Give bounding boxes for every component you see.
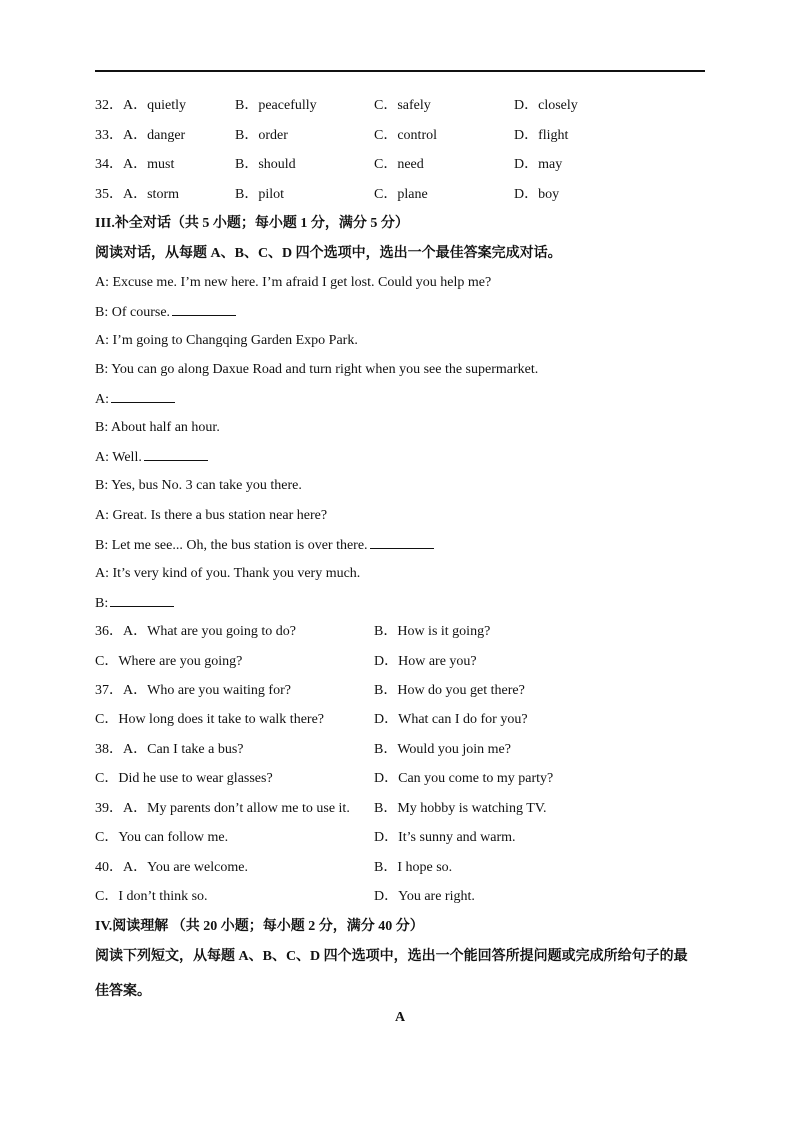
option-c: C．safely [374, 98, 431, 113]
option-c: C．control [374, 128, 437, 143]
dialogue-text: B: Of course. [95, 305, 171, 320]
option-a: A．must [123, 157, 175, 172]
dialogue-text: B: Let me see... Oh, the bus station is over there. [95, 538, 368, 553]
option-a: A．storm [123, 187, 179, 202]
dialogue-line [95, 389, 715, 409]
question-row [95, 96, 715, 116]
option-right: D．Can you come to my party? [374, 771, 554, 786]
option-row [95, 799, 715, 819]
option-row [95, 828, 715, 848]
question-row [95, 155, 715, 175]
dialogue-text: B: [95, 596, 109, 611]
option-row [95, 622, 715, 642]
option-b: B．order [235, 128, 288, 143]
dialogue-text: A: It’s very kind of you. Thank you very much. [95, 566, 361, 581]
option-b: B．pilot [235, 187, 285, 202]
dialogue-line [95, 360, 715, 380]
option-d: D．may [514, 157, 563, 172]
section-heading: IV.阅读理解 （共 20 小题；每小题 2 分，满分 40 分） [95, 919, 424, 934]
passage-label: A [394, 1010, 406, 1025]
top-rule [95, 70, 705, 72]
option-left: C．You can follow me. [95, 830, 229, 845]
dialogue-line [95, 593, 715, 613]
answer-blank [172, 302, 236, 316]
question-number: 35． [95, 187, 123, 202]
dialogue-text: A: Excuse me. I’m new here. I’m afraid I get lost. Could you help me? [95, 275, 492, 290]
option-left: 40．A．You are welcome. [95, 860, 248, 875]
option-right: B．How do you get there? [374, 683, 525, 698]
option-row [95, 710, 715, 730]
question-row [95, 185, 715, 205]
option-row [95, 769, 715, 789]
option-b: B．peacefully [235, 98, 317, 113]
option-left: C．How long does it take to walk there? [95, 712, 325, 727]
option-right: B．I hope so. [374, 860, 453, 875]
option-d: D．closely [514, 98, 578, 113]
answer-blank [144, 447, 208, 461]
option-d: D．boy [514, 187, 560, 202]
option-right: B．My hobby is watching TV. [374, 801, 547, 816]
question-number: 33． [95, 128, 123, 143]
dialogue-line [95, 302, 715, 322]
option-right: D．How are you? [374, 654, 477, 669]
option-right: D．You are right. [374, 889, 475, 904]
dialogue-text: A: Well. [95, 450, 142, 465]
option-row [95, 652, 715, 672]
dialogue-line [95, 535, 715, 555]
answer-blank [111, 389, 175, 403]
dialogue-line [95, 564, 715, 584]
question-number: 32． [95, 98, 123, 113]
dialogue-line [95, 447, 715, 467]
dialogue-text: A: Great. Is there a bus station near here? [95, 508, 328, 523]
dialogue-line [95, 273, 715, 293]
option-left: 38．A．Can I take a bus? [95, 742, 244, 757]
option-b: B．should [235, 157, 296, 172]
option-left: C．Did he use to wear glasses? [95, 771, 273, 786]
option-a: A．danger [123, 128, 186, 143]
dialogue-text: A: I’m going to Changqing Garden Expo Park. [95, 333, 358, 348]
question-number: 34． [95, 157, 123, 172]
option-d: D．flight [514, 128, 569, 143]
option-right: B．How is it going? [374, 624, 491, 639]
option-c: C．plane [374, 187, 428, 202]
option-left: 36．A．What are you going to do? [95, 624, 297, 639]
dialogue-text: B: You can go along Daxue Road and turn right when you see the supermarket. [95, 362, 539, 377]
dialogue-line [95, 331, 715, 351]
answer-blank [110, 593, 174, 607]
dialogue-text: B: About half an hour. [95, 420, 220, 435]
option-row [95, 858, 715, 878]
section-instruction: 阅读下列短文，从每题 A、B、C、D 四个选项中，选出一个能回答所提问题或完成所给句子的最 [95, 949, 688, 964]
option-a: A．quietly [123, 98, 186, 113]
option-right: D．What can I do for you? [374, 712, 528, 727]
dialogue-line [95, 506, 715, 526]
section-heading: III.补全对话（共 5 小题；每小题 1 分，满分 5 分） [95, 216, 409, 231]
section-instruction: 阅读对话，从每题 A、B、C、D 四个选项中，选出一个最佳答案完成对话。 [95, 246, 562, 261]
option-row [95, 681, 715, 701]
option-left: 37．A．Who are you waiting for? [95, 683, 291, 698]
option-row [95, 887, 715, 907]
dialogue-line [95, 476, 715, 496]
question-row [95, 126, 715, 146]
section-instruction-continued: 佳答案。 [95, 984, 151, 999]
answer-blank [370, 535, 434, 549]
dialogue-text: A: [95, 392, 109, 407]
dialogue-line [95, 418, 715, 438]
dialogue-text: B: Yes, bus No. 3 can take you there. [95, 478, 302, 493]
option-right: B．Would you join me? [374, 742, 511, 757]
option-left: 39．A．My parents don’t allow me to use it. [95, 801, 350, 816]
option-left: C．I don’t think so. [95, 889, 208, 904]
option-row [95, 740, 715, 760]
option-right: D．It’s sunny and warm. [374, 830, 516, 845]
option-left: C．Where are you going? [95, 654, 243, 669]
option-c: C．need [374, 157, 424, 172]
